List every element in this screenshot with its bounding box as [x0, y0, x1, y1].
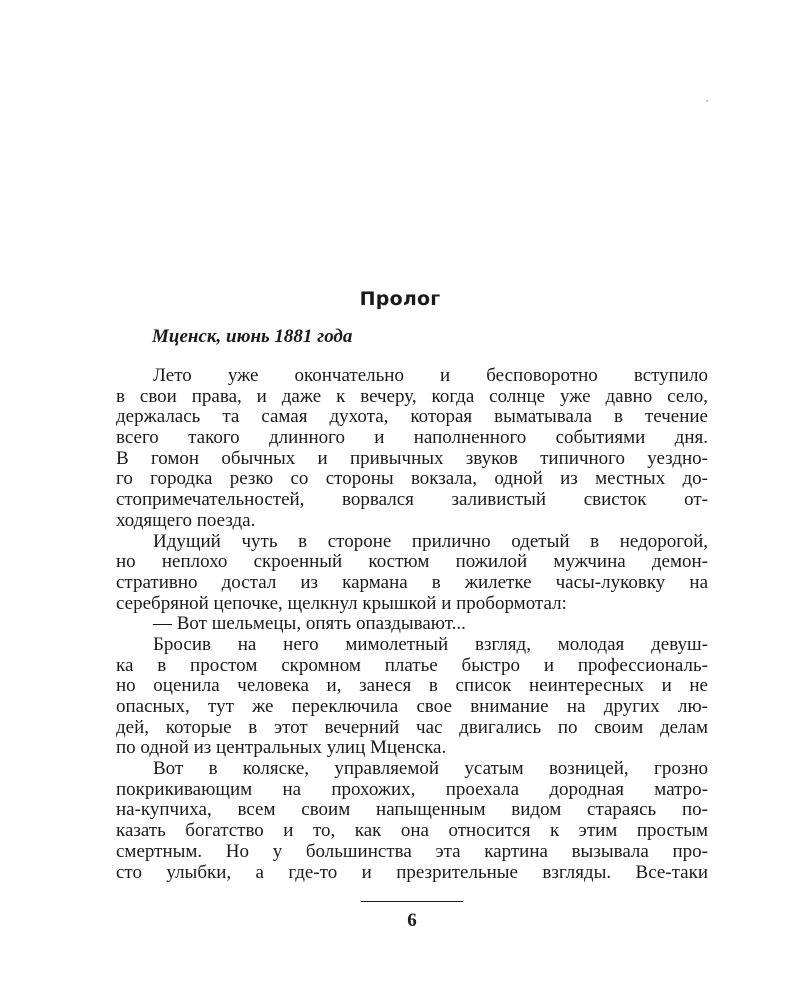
place-date-heading: Мценск, июнь 1881 года: [152, 326, 353, 347]
text-line: Лето уже окончательно и бесповоротно вступило: [153, 365, 708, 386]
text-line: всего такого длинного и наполненного событиями дня.: [116, 427, 708, 449]
text-line: на-купчиха, всем своим напыщенным видом стараясь по-: [116, 799, 708, 821]
text-line: стративно достал из кармана в жилетке часы-луковку на: [116, 571, 708, 593]
text-line: опасных, тут же переключила свое внимание на других лю-: [116, 696, 708, 717]
text-line: дей, которые в этот вечерний час двигались по своим делам: [116, 716, 708, 738]
text-line: Бросив на него мимолетный взгляд, молодая девуш-: [153, 633, 708, 655]
text-line: но оценила человека и, занеся в список неинтересных и не: [116, 675, 708, 697]
text-line: по одной из центральных улиц Мценска.: [116, 737, 447, 759]
text-line: серебряной цепочке, щелкнул крышкой и пробормотал:: [116, 592, 567, 614]
chapter-title: Пролог: [359, 288, 441, 310]
text-line: Идущий чуть в стороне прилично одетый в недорогой,: [153, 530, 708, 552]
text-line: Вот в коляске, управляемой усатым возницей, грозно: [153, 758, 708, 780]
text-line: казать богатство и то, как она относится к этим простым: [116, 820, 708, 842]
text-line: покрикивающим на прохожих, проехала дородная матро-: [116, 778, 708, 800]
text-line: сто улыбки, а где-то и презрительные взгляды. Все-таки: [116, 861, 708, 883]
text-line: ходящего поезда.: [116, 509, 256, 531]
body-text: [116, 366, 708, 883]
text-line: держалась та самая духота, которая выматывала в течение: [116, 406, 708, 428]
scan-speck: [706, 100, 708, 102]
text-line: В гомон обычных и привычных звуков типичного уездно-: [116, 447, 708, 469]
dialogue-line: — Вот шельмецы, опять опаздывают...: [153, 613, 466, 635]
text-line: стопримечательностей, ворвался заливистый свисток от-: [116, 489, 708, 511]
text-line: ка в простом скромном платье быстро и профессиональ-: [116, 654, 708, 676]
page-number: 6: [407, 910, 417, 931]
text-line: смертным. Но у большинства эта картина вызывала про-: [116, 840, 708, 862]
text-line: го городка резко со стороны вокзала, одной из местных до-: [116, 468, 708, 490]
text-line: в свои права, и даже к вечеру, когда солнце уже давно село,: [116, 385, 708, 407]
footer-divider: [361, 901, 463, 902]
text-line: но неплохо скроенный костюм пожилой мужчина демон-: [116, 551, 708, 573]
